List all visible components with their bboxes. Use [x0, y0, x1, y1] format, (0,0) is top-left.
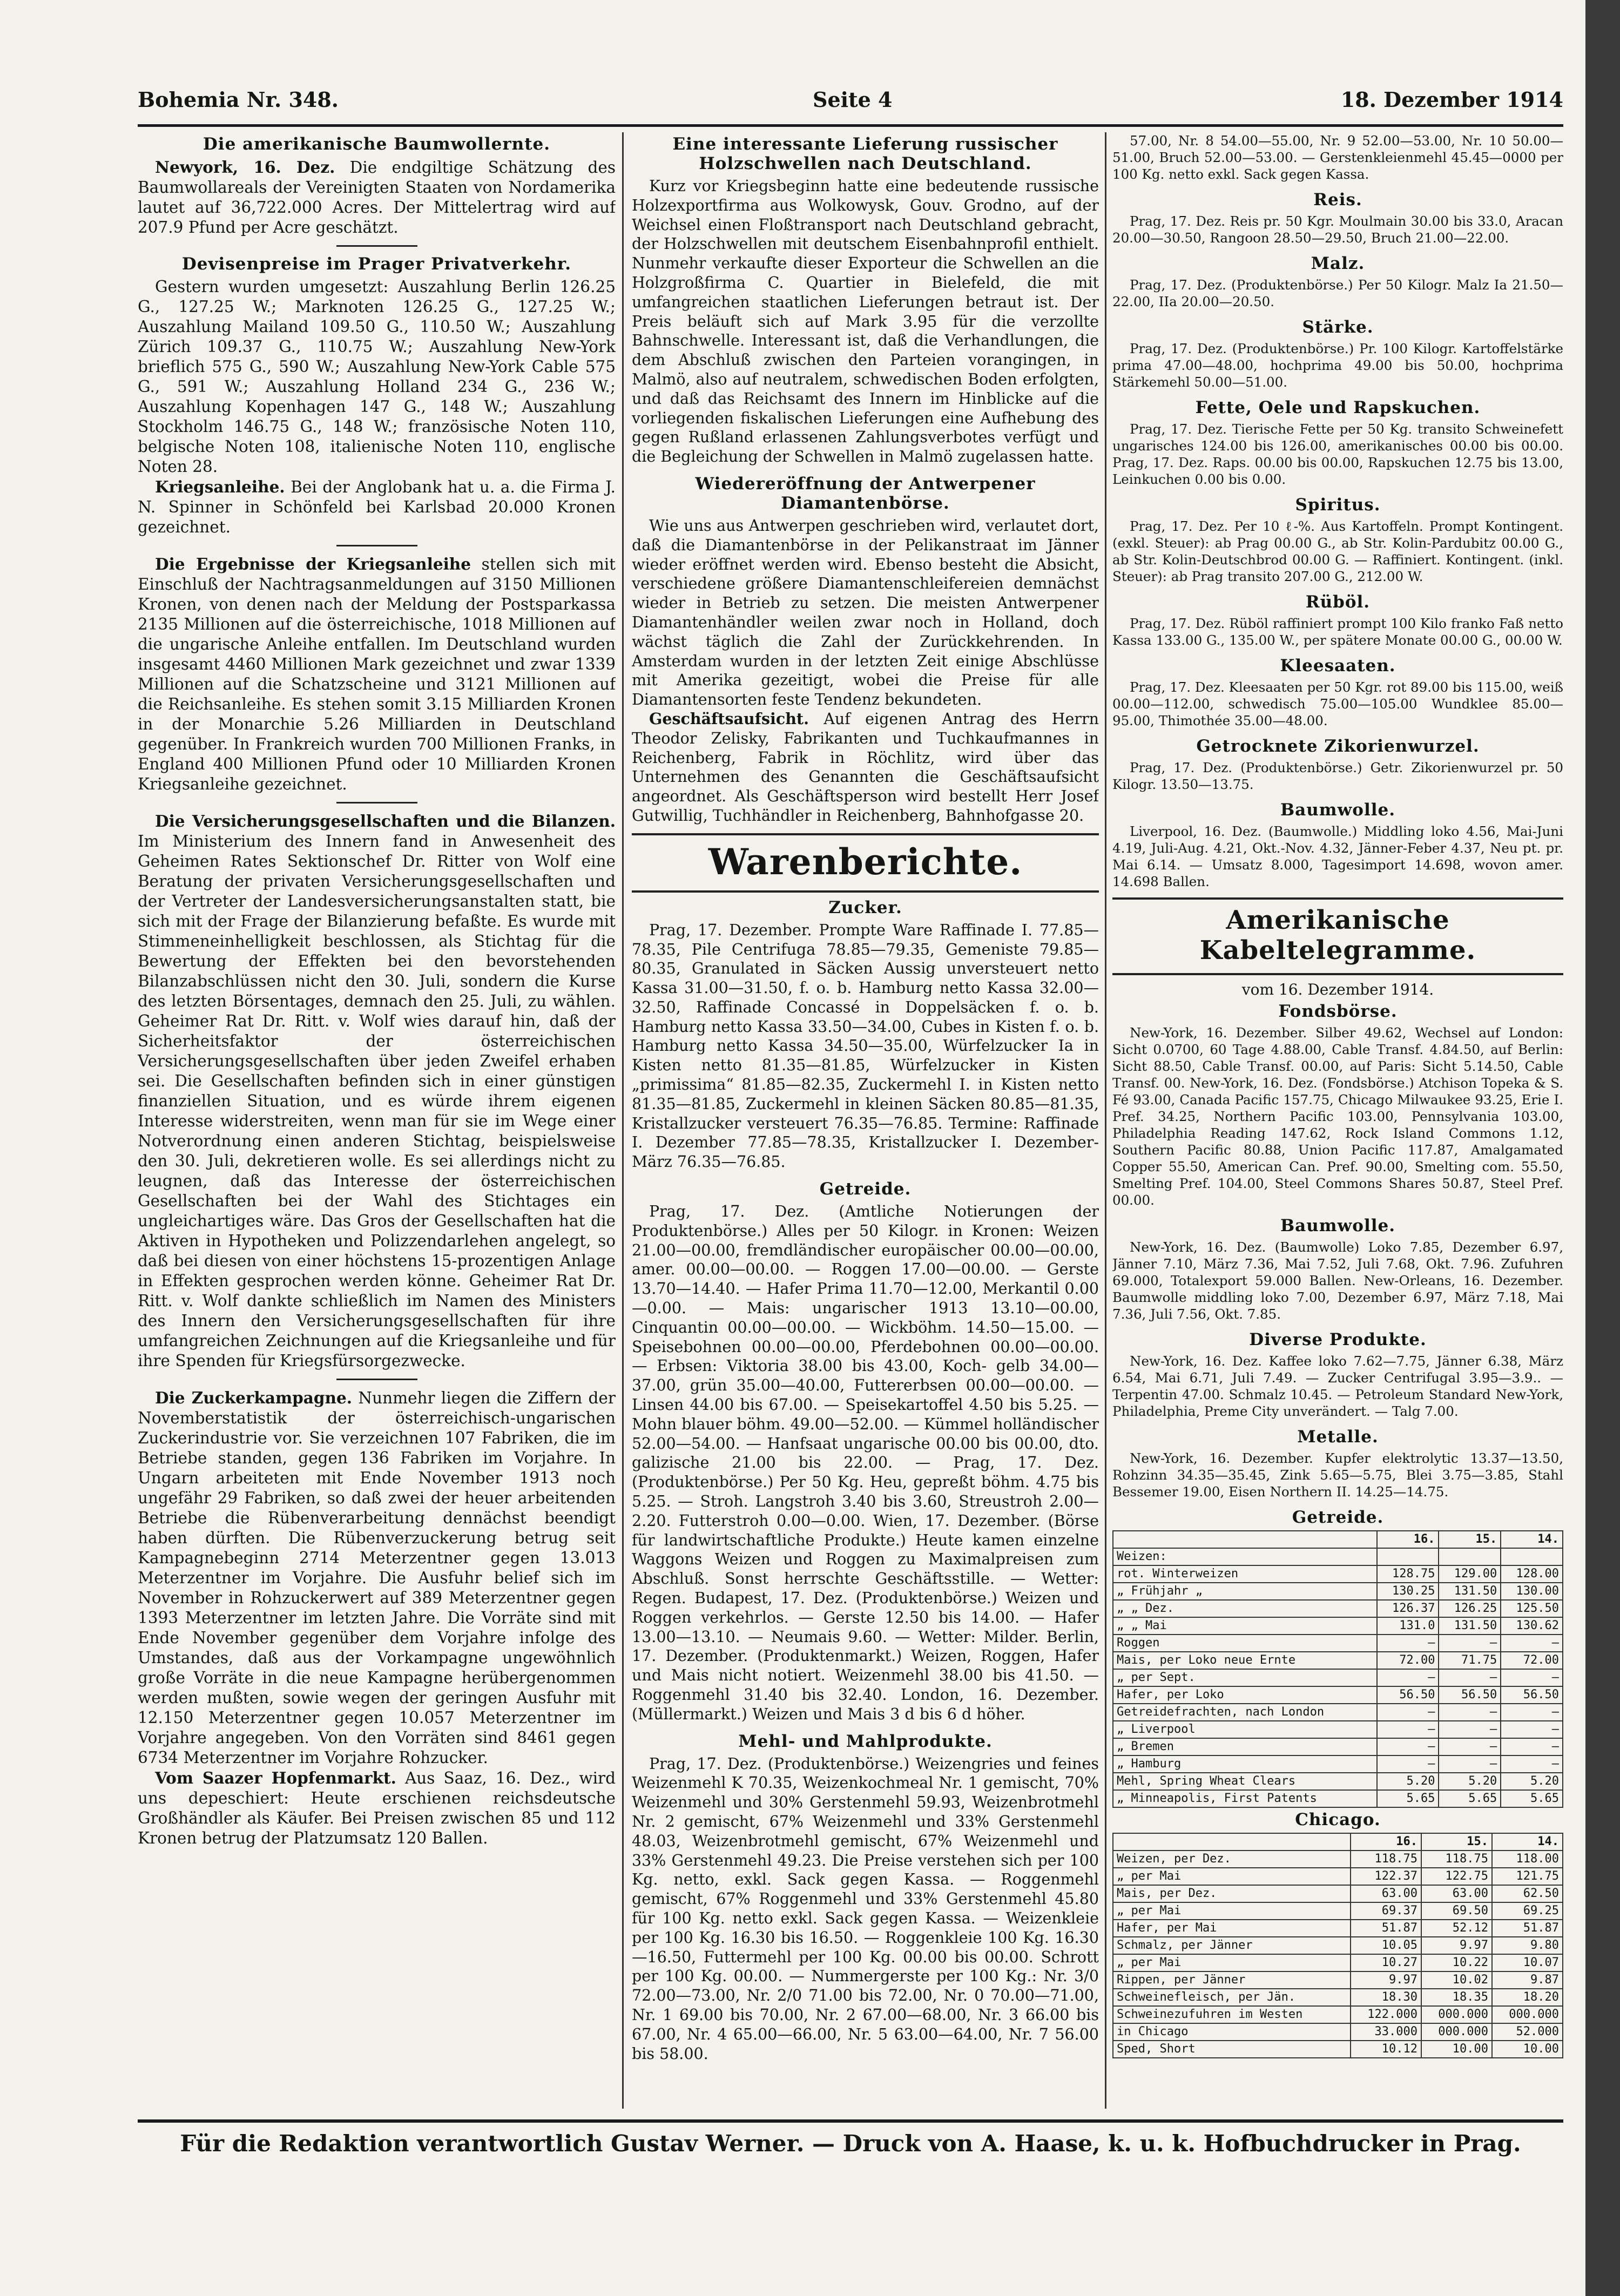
row-value: 122.000 [1351, 2006, 1421, 2023]
table-header-cell: 16. [1377, 1531, 1439, 1548]
article [1112, 592, 1563, 649]
table-header-cell: 14. [1501, 1531, 1563, 1548]
masthead-left: Bohemia Nr. 348. [138, 87, 339, 112]
row-value: 9.97 [1421, 1937, 1492, 1954]
row-value: 131.50 [1439, 1583, 1501, 1600]
table-row [1113, 1868, 1563, 1885]
row-value: — [1439, 1669, 1501, 1686]
row-value: 5.20 [1501, 1773, 1563, 1790]
table-header-cell [1113, 1833, 1351, 1851]
article-headline: Malz. [1311, 254, 1365, 273]
section-divider [336, 545, 417, 546]
article [1112, 1216, 1563, 1322]
paragraph-lead: Die Zuckerkampagne. [155, 1388, 353, 1407]
row-value: 5.20 [1377, 1773, 1439, 1790]
article-paragraph: Prag, 17. Dezember. Prompte Ware Raffinade I. 77.85—78.35, Pile Centrifuga 78.85—79.35, Gemeniste 79.85—80.35, Granulated in Säcken Aussig unversteuert netto Kassa 31.00—31.50, f. o. b. Hamburg netto Kassa 32.00—32.50, Raffinade Concassé in Doppelsäcken f. o. b. Hamburg netto Kassa 33.50—34.00, Cubes in Kisten f. o. b. Hamburg netto Kassa 34.50—35.00, Würfelzucker Ia in Kisten netto 81.35—81.85, Würfelzucker in Kisten „primissima“ 81.85—82.35, Zuckermehl I. in Kisten netto 81.35—81.85, Zuckermehl in kleinen Säcken 80.85—81.35, Kristallzucker versteuert 76.35—76.85. Termine: Raffinade I. Dezember 77.85—78.35, Kristallzucker I. Dezember-März 76.35—76.85. [632, 921, 1099, 1171]
article-headline: Baumwolle. [1280, 1216, 1396, 1235]
row-label: „ „ Dez. [1113, 1600, 1377, 1617]
row-value: 5.65 [1439, 1790, 1501, 1807]
table-header-cell: 16. [1351, 1833, 1421, 1851]
article [138, 134, 616, 238]
article [1112, 132, 1563, 183]
row-value: 56.50 [1439, 1686, 1501, 1704]
table-row [1113, 1920, 1563, 1937]
row-value: — [1439, 1738, 1501, 1755]
row-label: Hafer, per Loko [1113, 1686, 1377, 1704]
table-row [1113, 1971, 1563, 1989]
row-value: 10.02 [1421, 1971, 1492, 1989]
row-value: 52.12 [1421, 1920, 1492, 1937]
paragraph-lead: Kriegsanleihe. [155, 477, 285, 496]
page-header [138, 87, 1563, 125]
article-headline: Fondsbörse. [1278, 1002, 1398, 1021]
row-value: 128.75 [1377, 1565, 1439, 1583]
article-paragraph: Gestern wurden umgesetzt: Auszahlung Berlin 126.25 G., 127.25 W.; Marknoten 126.25 G., 127.25 W.; Auszahlung Mailand 109.50 G., 110.50 W.; Auszahlung Zürich 109.37 G., 110.75 W.; Auszahlung New-York brieflich 575 G., 590 W.; Auszahlung New-York Cable 575 G., 591 W.; Auszahlung Holland 234 G., 236 W.; Auszahlung Kopenhagen 147 G., 148 W.; Auszahlung Stockholm 146.75 G., 148 W.; französische Noten 110, belgische Noten 108, italienische Noten 110, englische Noten 28. [138, 278, 616, 476]
row-label: rot. Winterweizen [1113, 1565, 1377, 1583]
article-paragraph: Prag, 17. Dez. (Amtliche Notierungen der Produktenbörse.) Alles per 50 Kilogr. in Kronen: Weizen 21.00—00.00, fremdländischer europäischer 00.00—00.00, amer. 00.00—00.00. — Roggen 17.00—00.00. — Gerste 13.70—14.40. — Hafer Prima 11.70—12.00, Merkantil 0.00—0.00. — Mais: ungarischer 1913 13.10—00.00, Cinquantin 00.00—00.00. — Wickböhm. 14.50—15.00. — Speisebohnen 00.00—00.00, Pferdebohnen 00.00—00.00. — Erbsen: Viktoria 38.00 bis 43.00, Koch- gelb 34.00—37.00, grün 35.00—40.00, Futtererbsen 00.00—00.00. — Linsen 44.00 bis 67.00. — Speisekartoffel 4.50 bis 5.25. — Mohn blauer böhm. 49.00—52.00. — Kümmel holländischer 52.00—54.00. — Hanfsaat ungarische 00.00 bis 00.00, dto. galizische 21.00 bis 22.00. — Prag, 17. Dez. (Produktenbörse.) Per 50 Kg. Heu, gepreßt böhm. 4.75 bis 5.25. — Stroh. Langstroh 3.40 bis 3.60, Streustroh 2.00—2.20. Futterstroh 0.00—0.00. Wien, 17. Dezember. (Börse für landwirtschaftliche Produkte.) Heute kamen einzelne Waggons Weizen und Roggen zu Maximalpreisen zum Abschluß. Sonst herrschte Geschäftsstille. — Wetter: Regen. Budapest, 17. Dez. (Produktenbörse.) Weizen und Roggen verkehrlos. — Gerste 12.50 bis 14.00. — Hafer 13.00—13.10. — Neumais 9.60. — Wetter: Milder. Berlin, 17. Dezember. (Produktenmarkt.) Weizen, Roggen, Hafer und Mais nicht notiert. Weizenmehl 38.00 bis 41.50. — Roggenmehl 31.40 bis 32.40. London, 16. Dezember. (Müllermarkt.) Weizen und Mais 3 d bis 6 d höher. [632, 1203, 1099, 1723]
row-label: Weizen: [1113, 1548, 1377, 1565]
row-value: 130.00 [1501, 1583, 1563, 1600]
row-value: 9.80 [1492, 1937, 1563, 1954]
row-value: 63.00 [1351, 1885, 1421, 1902]
article [632, 134, 1099, 467]
row-label: „ Frühjahr „ [1113, 1583, 1377, 1600]
article-headline: Kleesaaten. [1280, 656, 1396, 676]
row-label: „ per Mai [1113, 1954, 1351, 1971]
row-value: 10.12 [1351, 2041, 1421, 2058]
row-value: 69.25 [1492, 1902, 1563, 1920]
article-headline: Zucker. [828, 897, 902, 917]
table-row [1113, 1937, 1563, 1954]
article-paragraph: Prag, 17. Dez. (Produktenbörse.) Pr. 100 Kilogr. Kartoffelstärke prima 47.00—48.00, hochprima 49.00 bis 50.00, hochprima Stärkemehl 50.00—51.00. [1112, 341, 1563, 390]
table-row [1113, 1721, 1563, 1738]
row-label: Getreidefrachten, nach London [1113, 1704, 1377, 1721]
row-label: Roggen [1113, 1635, 1377, 1652]
row-value: — [1439, 1635, 1501, 1652]
article-paragraph: Die Ergebnisse der Kriegsanleihe stellen sich mit Einschluß der Nachtragsanmeldungen auf 3150 Millionen Kronen, von denen nach der Meldung der Postsparkassa 2135 Millionen auf die österreichische, 1018 Millionen auf die ungarische Anleihe entfallen. Im Deutschland wurden insgesamt 4460 Millionen Mark gezeichnet und zwar 1339 Millionen auf die Schatzscheine und 3121 Millionen auf die Reichsanleihe. Es stehen somit 3.15 Milliarden Kronen in der Monarchie 5.26 Milliarden in Deutschland gegenüber. In Frankreich wurden 700 Millionen Franks, in England 400 Millionen Pfund oder 10 Milliarden Kronen Kriegsanleihe gezeichnet. [138, 555, 616, 793]
row-value: 000.000 [1421, 2023, 1492, 2041]
row-value: 121.75 [1492, 1868, 1563, 1885]
row-value: 10.27 [1351, 1954, 1421, 1971]
row-label: „ per Mai [1113, 1902, 1351, 1920]
section-divider [336, 802, 417, 803]
table-row [1113, 1600, 1563, 1617]
row-value: 72.00 [1377, 1652, 1439, 1669]
row-value: 62.50 [1492, 1885, 1563, 1902]
row-label: Mehl, Spring Wheat Clears [1113, 1773, 1377, 1790]
row-value: 18.30 [1351, 1989, 1421, 2006]
table-row [1113, 1954, 1563, 1971]
row-value [1377, 1548, 1439, 1565]
row-value: 56.50 [1377, 1686, 1439, 1704]
article-headline: Getreide. [819, 1179, 912, 1199]
article-paragraph: Prag, 17. Dez. (Produktenbörse.) Per 50 Kilogr. Malz Ia 21.50—22.00, IIa 20.00—20.50. [1112, 277, 1563, 309]
article [632, 1179, 1099, 1724]
article [1112, 1427, 1563, 1500]
table-row [1113, 1738, 1563, 1755]
article [138, 254, 616, 537]
scan-edge [1585, 0, 1620, 2296]
article [1112, 1330, 1563, 1420]
row-value [1501, 1548, 1563, 1565]
column-divider [1105, 132, 1106, 2109]
row-value: 129.00 [1439, 1565, 1501, 1583]
table-row [1113, 1790, 1563, 1807]
paragraph-lead: Geschäftsaufsicht. [649, 709, 809, 728]
article-paragraph: 57.00, Nr. 8 54.00—55.00, Nr. 9 52.00—53.00, Nr. 10 50.00—51.00, Bruch 52.00—53.00. — Gerstenkleienmehl 45.45—0000 per 100 Kg. netto exkl. Sack gegen Kassa. [1112, 133, 1563, 182]
section-divider [336, 245, 417, 247]
row-label: Rippen, per Jänner [1113, 1971, 1351, 1989]
article-paragraph: Wie uns aus Antwerpen geschrieben wird, verlautet dort, daß die Diamantenbörse in der Pelikanstraat im Jänner wieder eröffnet werden wird. Ebenso besteht die Absicht, verschiedene größere Diamantenschleifereien demnächst wieder in Betrieb zu setzen. Die meisten Antwerpener Diamantenhändler weilen zwar noch in Holland, doch wächst täglich die Zahl der Zurückkehrenden. In Amsterdam wurden in der letzten Zeit einige Abschlüsse mit Amerika gezeitigt, wobei die Preise für alle Diamantensorten feste Tendenz bekundeten. [632, 516, 1099, 709]
article-headline: Fette, Oele und Rapskuchen. [1195, 398, 1481, 417]
table-row [1113, 1686, 1563, 1704]
row-value: — [1377, 1755, 1439, 1773]
article-paragraph: Kurz vor Kriegsbeginn hatte eine bedeutende russische Holzexportfirma aus Wolkowysk, Gouv. Grodno, auf der Weichsel einen Floßtransport nach Deutschland gebracht, der Holzschwellen mit deutschem Eisenbahnprofil enthielt. Nunmehr verkaufte dieser Exporteur die Schwellen an die Holzgroßfirma C. Quartier in Bielefeld, die mit umfangreichen staatlichen Lieferungen betraut ist. Der Preis beläuft sich auf Mark 3.95 für die verzollte Bahnschwelle. Interessant ist, daß die Verhandlungen, die dem Abschluß zwischen den Parteien vorangingen, in Malmö, also auf neutralem, schwedischen Boden erfolgten, und daß das Reichsamt des Innern im Hinblicke auf die vorliegenden fiskalischen Lieferungen eine Aufhebung des gegen Rußland erlassenen Zahlungsverbotes verfügt und die Begleichung der Schwellen in Malmö zugelassen hatte. [632, 177, 1099, 466]
article [138, 554, 616, 794]
row-value: — [1501, 1738, 1563, 1755]
article-paragraph: Vom Saazer Hopfenmarkt. Aus Saaz, 16. Dez., wird uns depeschiert: Heute erschienen reichsdeutsche Großhändler als Käufer. Bei Preisen zwischen 85 und 112 Kronen betrug der Platzumsatz 120 Ballen. [138, 1768, 616, 1847]
row-value: 51.87 [1492, 1920, 1563, 1937]
row-value: — [1501, 1704, 1563, 1721]
row-value: 5.65 [1501, 1790, 1563, 1807]
article-paragraph: Prag, 17. Dez. Kleesaaten per 50 Kgr. rot 89.00 bis 115.00, weiß 00.00—112.00, schwedisch 75.00—105.00 Wundklee 85.00—95.00, Thimothée 35.00—48.00. [1112, 679, 1563, 728]
row-value: — [1501, 1755, 1563, 1773]
table-row [1113, 1617, 1563, 1635]
row-value: 122.75 [1421, 1868, 1492, 1885]
article-paragraph: New-York, 16. Dez. (Baumwolle) Loko 7.85, Dezember 6.97, Jänner 7.10, März 7.36, Mai 7.52, Juli 7.68, Okt. 7.96. Zufuhren 69.000, Totalexport 59.000 Ballen. New-Orleans, 16. Dezember. Baumwolle middling loko 7.00, Dezember 6.97, März 7.18, Mai 7.36, Juli 7.56, Okt. 7.85. [1112, 1239, 1563, 1322]
row-label: Weizen, per Dez. [1113, 1851, 1351, 1868]
table-row [1113, 1652, 1563, 1669]
article [632, 474, 1099, 826]
article-headline: Metalle. [1297, 1427, 1379, 1447]
article-headline: Rüböl. [1305, 592, 1371, 612]
table-row [1113, 2041, 1563, 2058]
article-headline: Diverse Produkte. [1249, 1330, 1427, 1349]
article [1112, 656, 1563, 729]
row-value: 118.75 [1421, 1851, 1492, 1868]
table-row [1113, 2023, 1563, 2041]
row-label: Schweinezufuhren im Westen [1113, 2006, 1351, 2023]
table-row [1113, 1635, 1563, 1652]
row-value: 5.65 [1377, 1790, 1439, 1807]
article-headline: Stärke. [1302, 318, 1374, 337]
row-value: 5.20 [1439, 1773, 1501, 1790]
row-label: Hafer, per Mai [1113, 1920, 1351, 1937]
issue-date: 18. Dezember 1914 [1340, 87, 1563, 112]
row-label: Schweinefleisch, per Jän. [1113, 1989, 1351, 2006]
row-label: „ Hamburg [1113, 1755, 1377, 1773]
article [632, 1732, 1099, 2064]
row-value: 33.000 [1351, 2023, 1421, 2041]
row-value: 56.50 [1501, 1686, 1563, 1704]
table-row [1113, 1773, 1563, 1790]
table-row [1113, 1885, 1563, 1902]
table-header-row [1113, 1833, 1563, 1851]
article-headline: Wiedereröffnung der Antwerpener Diamantenbörse. [695, 474, 1036, 513]
row-value: 69.37 [1351, 1902, 1421, 1920]
article-paragraph: Liverpool, 16. Dez. (Baumwolle.) Middling loko 4.56, Mai-Juni 4.19, Juli-Aug. 4.21, Okt.-Nov. 4.32, Jänner-Feber 4.37, Neu pt. pr. Mai 6.14. — Umsatz 8.000, Tagesimport 14.698, wovon amer. 14.698 Ballen. [1112, 823, 1563, 889]
row-value: 131.0 [1377, 1617, 1439, 1635]
article-headline: Devisenpreise im Prager Privatverkehr. [181, 254, 572, 274]
row-label: „ per Mai [1113, 1868, 1351, 1885]
row-value [1439, 1548, 1501, 1565]
row-value: 52.000 [1492, 2023, 1563, 2041]
row-value: 125.50 [1501, 1600, 1563, 1617]
row-value: 10.00 [1421, 2041, 1492, 2058]
row-value: 9.97 [1351, 1971, 1421, 1989]
row-value: — [1439, 1704, 1501, 1721]
row-value: — [1377, 1635, 1439, 1652]
article-headline: Reis. [1313, 190, 1362, 210]
row-label: „ Minneapolis, First Patents [1113, 1790, 1377, 1807]
section-divider [336, 1379, 417, 1380]
row-value: 10.05 [1351, 1937, 1421, 1954]
quote-table [1112, 1833, 1563, 2058]
row-label: „ per Sept. [1113, 1669, 1377, 1686]
table-header-cell: 15. [1439, 1531, 1501, 1548]
article-paragraph: Prag, 17. Dez. (Produktenbörse.) Weizengries und feines Weizenmehl K 70.35, Weizenkochmeal Nr. 1 gemischt, 70% Weizenmehl und 30% Gerstenmehl 59.93, Weizenbrotmehl Nr. 2 gemischt, 67% Weizenmehl und 33% Gerstenmehl 48.03, Weizenbrotmehl gemischt, 67% Weizenmehl und 33% Gerstenmehl 49.23. Die Preise verstehen sich per 100 Kg. netto, exkl. Sack gegen Kassa. — Roggenmehl gemischt, 67% Roggenmehl und 33% Gerstenmehl 45.80 für 100 Kg. netto exkl. Sack gegen Kassa. — Weizenkleie per 100 Kg. 16.30 bis 16.50. — Roggenkleie 100 Kg. 16.30—16.50, Futtermehl per 100 Kg. 00.00 bis 00.00. Schrott per 100 Kg. 00.00. — Nummergerste per 100 Kg.: Nr. 3/0 72.00—73.00, Nr. 2/0 71.00 bis 72.00, Nr. 0 70.00—71.00, Nr. 1 69.00 bis 70.00, Nr. 2 67.00—68.00, Nr. 3 66.00 bis 67.00, Nr. 4 65.00—66.00, Nr. 5 63.00—64.00, Nr. 7 56.00 bis 58.00. [632, 1754, 1099, 2063]
paragraph-lead: Die Ergebnisse der Kriegsanleihe [155, 555, 471, 573]
row-label: Schmalz, per Jänner [1113, 1937, 1351, 1954]
row-value: 000.000 [1421, 2006, 1492, 2023]
quote-table [1112, 1530, 1563, 1808]
row-label: „ Bremen [1113, 1738, 1377, 1755]
article [138, 1388, 616, 1848]
article [138, 811, 616, 1371]
imprint-footer [138, 2119, 1563, 2166]
row-value: — [1377, 1704, 1439, 1721]
column-2 [632, 132, 1099, 2109]
article-paragraph: Prag, 17. Dez. Per 10 ℓ-%. Aus Kartoffeln. Prompt Kontingent. (exkl. Steuer): ab Prag 00.00 G., ab Str. Kolin-Pardubitz 00.00 G., ab Str. Kolin-Deutschbrod 00.00 G. — Raffiniert. Kontingent. (inkl. Steuer): ab Prag transito 207.00 G., 212.00 W. [1112, 518, 1563, 584]
column-1 [138, 132, 616, 2109]
row-label: „ Liverpool [1113, 1721, 1377, 1738]
article [1112, 1002, 1563, 1208]
article-paragraph: Kriegsanleihe. Bei der Anglobank hat u. a. die Firma J. N. Spinner in Schönfeld bei Karlsbad 20.000 Kronen gezeichnet. [138, 477, 616, 536]
table-header-cell [1113, 1531, 1377, 1548]
article [1112, 800, 1563, 890]
imprint-text: Für die Redaktion verantwortlich Gustav Werner. — Druck von A. Haase, k. u. k. Hofbuchdrucker in Prag. [180, 2130, 1521, 2157]
article-paragraph: New-York, 16. Dezember. Silber 49.62, Wechsel auf London: Sicht 0.0700, 60 Tage 4.88.00, Cable Transf. 4.84.50, auf Berlin: Sicht 88.50, Cable Transf. 00.00, auf Paris: Sicht 5.14.50, Cable Transf. 00. New-York, 16. Dez. (Fondsbörse.) Atchison Topeka & S. Fé 93.00, Canada Pacific 157.75, Chicago Milwaukee 93.25, Erie I. Pref. 34.25, Northern Pacific 103.00, Pennsylvania 103.00, Philadelphia Reading 147.62, Rock Island Commons 1.12, Southern Pacific 80.88, Union Pacific 117.87, Amalgamated Copper 55.50, American Can. Pref. 90.00, Smelting com. 55.50, Smelting Pref. 104.00, Steel Commons Shares 50.87, Steel Pref. 00.00. [1112, 1025, 1563, 1208]
row-value: — [1377, 1721, 1439, 1738]
row-value: 126.37 [1377, 1600, 1439, 1617]
row-label: Mais, per Loko neue Ernte [1113, 1652, 1377, 1669]
article [1112, 190, 1563, 246]
paragraph-lead: Die Versicherungsgesellschaften und die Bilanzen. [155, 812, 616, 830]
article-headline: Getrocknete Zikorienwurzel. [1196, 737, 1480, 756]
article [1112, 398, 1563, 488]
table-header-row [1113, 1531, 1563, 1548]
article [1112, 254, 1563, 310]
table-row [1113, 1548, 1563, 1565]
row-value: — [1377, 1669, 1439, 1686]
row-value: 128.00 [1501, 1565, 1563, 1583]
article-headline: Die amerikanische Baumwollernte. [202, 134, 551, 154]
table-row [1113, 1583, 1563, 1600]
row-value: 000.000 [1492, 2006, 1563, 2023]
article-paragraph: Prag, 17. Dez. Reis pr. 50 Kgr. Moulmain 30.00 bis 33.0, Aracan 20.00—30.50, Rangoon 28.50—29.50, Bruch 21.00—22.00. [1112, 213, 1563, 246]
row-label: „ „ Mai [1113, 1617, 1377, 1635]
article-paragraph: Die Versicherungsgesellschaften und die Bilanzen. Im Ministerium des Innern fand in Anwesenheit des Geheimen Rates Sektionschef Dr. Ritter von Wolf eine Beratung der privaten Versicherungsgesellschaften und der Vertreter der Landesversicherungsanstalten statt, bie sich mit der Frage der Bilanzierung befaßte. Es wurde mit Stimmeneinhelligkeit beschlossen, als Stichtag für die Bewertung der Effekten bei den bevorstehenden Bilanzabschlüssen nicht den 30. Juli, sondern die Kurse des letzten Börsentages, demnach den 25. Juli, zu wählen. Geheimer Rat Dr. Ritt. v. Wolf wies darauf hin, daß der Sicherheitsfaktor der österreichischen Versicherungsgesellschaften über jeden Zweifel erhaben sei. Die Gesellschaften befinden sich in einer günstigen finanziellen Situation, und es würde ihrem eigenen Interesse widerstreiten, wenn man für sie im Wege einer Notverordnung einen anderen Stichtag, beispielsweise den 30. Juli, dekretieren wolle. Es sei allerdings nicht zu leugnen, daß das Interesse der österreichischen Gesellschaften bei der Wahl des Stichtages ein ungleichartiges wäre. Das Gros der Gesellschaften hat die Aktiven in Hypotheken und Polizzendarlehen angelegt, so daß bei diesen von einer höchstens 15-prozentigen Anlage in Effekten gesprochen werden könne. Geheimer Rat Dr. Ritt. v. Wolf dankte schließlich im Namen des Ministers des Innern den Versicherungsgesellschaften für ihre umfangreichen Zeichnungen auf die Kriegsanleihe und für ihre Spenden für Kriegsfürsorgezwecke. [138, 812, 616, 1370]
article-paragraph: Newyork, 16. Dez. Die endgiltige Schätzung des Baumwollareals der Vereinigten Staaten von Nordamerika lautet auf 36,722.000 Acres. Der Mittelertrag wird auf 207.9 Pfund per Acre geschätzt. [138, 158, 616, 237]
row-value: 130.25 [1377, 1583, 1439, 1600]
row-value: 18.35 [1421, 1989, 1492, 2006]
table-row [1113, 1902, 1563, 1920]
section-title-kabeltelegramme: Amerikanische Kabeltelegramme. [1112, 897, 1563, 975]
table-title: Getreide. [1292, 1508, 1384, 1527]
article-paragraph: New-York, 16. Dez. Kaffee loko 7.62—7.75, Jänner 6.38, März 6.54, Mai 6.71, Juli 7.49. — Zucker Centrifugal 3.95—3.9.. — Terpentin 47.00. Schmalz 10.45. — Petroleum Standard New-York, Philadelphia, Preme City unverändert. — Talg 7.00. [1112, 1353, 1563, 1419]
table-row [1113, 1669, 1563, 1686]
row-value: 51.87 [1351, 1920, 1421, 1937]
article-headline: Baumwolle. [1280, 800, 1396, 820]
row-value: 72.00 [1501, 1652, 1563, 1669]
table-row [1113, 1755, 1563, 1773]
row-value: 10.00 [1492, 2041, 1563, 2058]
row-value: 118.00 [1492, 1851, 1563, 1868]
section-title-warenberichte: Warenberichte. [632, 833, 1099, 893]
article-headline: Mehl- und Mahlprodukte. [738, 1731, 993, 1751]
table-row [1113, 1989, 1563, 2006]
row-value: — [1501, 1721, 1563, 1738]
row-value: — [1377, 1738, 1439, 1755]
row-value: — [1439, 1755, 1501, 1773]
row-value: 9.87 [1492, 1971, 1563, 1989]
article-paragraph: Prag, 17. Dez. (Produktenbörse.) Getr. Zikorienwurzel pr. 50 Kilogr. 13.50—13.75. [1112, 760, 1563, 792]
table-row [1113, 2006, 1563, 2023]
row-label: in Chicago [1113, 2023, 1351, 2041]
row-value: 130.62 [1501, 1617, 1563, 1635]
article-paragraph: New-York, 16. Dezember. Kupfer elektrolytic 13.37—13.50, Rohzinn 34.35—35.45, Zink 5.65—5.75, Blei 3.75—3.85, Stahl Bessemer 19.00, Eisen Northern II. 14.25—14.75. [1112, 1450, 1563, 1500]
row-value: 118.75 [1351, 1851, 1421, 1868]
table-row [1113, 1565, 1563, 1583]
row-label: Sped, Short [1113, 2041, 1351, 2058]
row-value: — [1501, 1635, 1563, 1652]
row-value: 71.75 [1439, 1652, 1501, 1669]
row-value: 69.50 [1421, 1902, 1492, 1920]
table-header-cell: 15. [1421, 1833, 1492, 1851]
row-value: 63.00 [1421, 1885, 1492, 1902]
column-divider [622, 132, 624, 2109]
article-headline: Spiritus. [1295, 495, 1381, 515]
row-value: — [1439, 1721, 1501, 1738]
article [1112, 495, 1563, 585]
article-headline: Eine interessante Lieferung russischer Holzschwellen nach Deutschland. [672, 134, 1058, 173]
paragraph-lead: Vom Saazer Hopfenmarkt. [155, 1768, 396, 1787]
table-title: Chicago. [1295, 1810, 1381, 1829]
row-value: 10.22 [1421, 1954, 1492, 1971]
table-row [1113, 1704, 1563, 1721]
article-paragraph: Die Zuckerkampagne. Nunmehr liegen die Ziffern der Novemberstatistik der österreichisch-ungarischen Zuckerindustrie vor. Sie verzeichnen 107 Fabriken, die im Betriebe standen, gegen 136 Fabriken im Vorjahre. In Ungarn arbeiteten mit Ende November 1913 noch ungefähr 29 Fabriken, so daß zwei der heuer arbeitenden Betriebe die Rübenverarbeitung dennächst beendigt haben dürften. Die Rübenverzuckerung betrug seit Kampagnebeginn 2714 Meterzentner gegen 13.013 Meterzentner im Vorjahre. Die Ausfuhr belief sich im November in Rohzuckerwert auf 389 Meterzentner gegen 1393 Meterzentner im letzten Jahre. Die Vorräte sind mit Ende November gegenüber dem Vorjahre infolge des Umstandes, daß aus der Vorkampagne ungewöhnlich große Vorräte in die neue Kampagne herübergenommen werden mußten, sowie wegen der geringen Ausfuhr mit 12.150 Meterzentner gegen 10.057 Meterzentner im Vorjahre angegeben. Von den Vorräten sind 8461 gegen 6734 Meterzentner im Vorjahre Rohzucker. [138, 1388, 616, 1767]
row-value: 10.07 [1492, 1954, 1563, 1971]
row-label: Mais, per Dez. [1113, 1885, 1351, 1902]
article-paragraph: Prag, 17. Dez. Tierische Fette per 50 Kg. transito Schweinefett ungarisches 124.00 bis 126.00, amerikanisches 00.00 bis 00.00. Prag, 17. Dez. Raps. 00.00 bis 00.00, Rapskuchen 12.75 bis 13.00, Leinkuchen 0.00 bis 0.00. [1112, 421, 1563, 487]
row-value: 131.50 [1439, 1617, 1501, 1635]
column-3 [1112, 132, 1563, 2109]
article-paragraph: Geschäftsaufsicht. Auf eigenen Antrag des Herrn Theodor Zelisky, Fabrikanten und Tuchkaufmannes in Reichenberg, Fabrik in Röchlitz, wird über das Unternehmen des Genannten die Geschäftsaufsicht angeordnet. Als Geschäftsperson wird bestellt Herr Josef Gutwillig, Tuchhändler in Reichenberg, Bahnhofgasse 20. [632, 709, 1099, 825]
row-value: 18.20 [1492, 1989, 1563, 2006]
header-rule [138, 124, 1563, 127]
kabel-date: vom 16. Dezember 1914. [1241, 981, 1434, 998]
article-paragraph: Prag, 17. Dez. Rüböl raffiniert prompt 100 Kilo franko Faß netto Kassa 133.00 G., 135.00 W., per spätere Monate 00.00 G., 00.00 W. [1112, 616, 1563, 648]
row-value: 126.25 [1439, 1600, 1501, 1617]
article [632, 898, 1099, 1172]
page-number: Seite 4 [813, 87, 893, 112]
row-value: 122.37 [1351, 1868, 1421, 1885]
article [1112, 737, 1563, 793]
row-value: — [1501, 1669, 1563, 1686]
table-header-cell: 14. [1492, 1833, 1563, 1851]
paragraph-lead: Newyork, 16. Dez. [155, 158, 335, 177]
table-row [1113, 1851, 1563, 1868]
article [1112, 318, 1563, 390]
